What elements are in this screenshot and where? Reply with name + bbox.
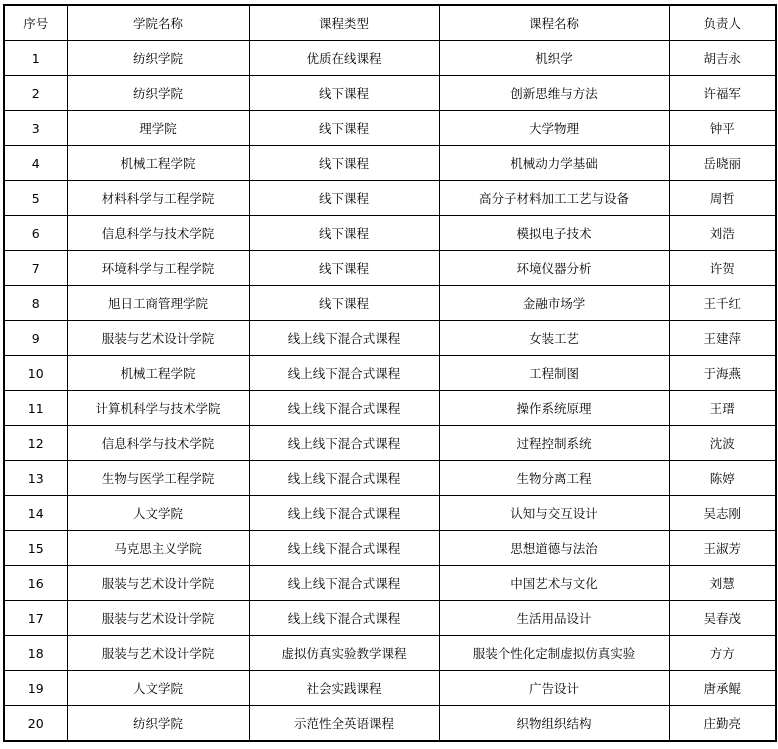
cell-leader: 岳晓丽 [669,146,776,181]
cell-course-name: 服装个性化定制虚拟仿真实验 [439,636,669,671]
cell-college: 马克思主义学院 [67,531,249,566]
table-row [4,426,776,461]
table-row [4,531,776,566]
cell-leader: 许福军 [669,76,776,111]
cell-leader: 胡吉永 [669,41,776,76]
cell-course-name: 工程制图 [439,356,669,391]
cell-course-type: 线下课程 [249,146,439,181]
cell-course-type: 线上线下混合式课程 [249,461,439,496]
cell-course-name: 机械动力学基础 [439,146,669,181]
cell-no: 14 [4,496,67,531]
cell-college: 机械工程学院 [67,146,249,181]
cell-course-type: 线下课程 [249,181,439,216]
table-row [4,146,776,181]
cell-no: 5 [4,181,67,216]
cell-no: 8 [4,286,67,321]
cell-leader: 王建萍 [669,321,776,356]
cell-course-name: 过程控制系统 [439,426,669,461]
cell-college: 纺织学院 [67,41,249,76]
cell-no: 13 [4,461,67,496]
cell-leader: 王淑芳 [669,531,776,566]
cell-leader: 许贺 [669,251,776,286]
cell-course-type: 线下课程 [249,216,439,251]
cell-leader: 陈婷 [669,461,776,496]
cell-college: 信息科学与技术学院 [67,426,249,461]
course-table [3,4,777,742]
cell-course-name: 机织学 [439,41,669,76]
cell-no: 3 [4,111,67,146]
cell-course-name: 大学物理 [439,111,669,146]
cell-leader: 王瑨 [669,391,776,426]
cell-course-type: 优质在线课程 [249,41,439,76]
cell-no: 18 [4,636,67,671]
cell-leader: 方方 [669,636,776,671]
table-row [4,496,776,531]
cell-course-type: 线下课程 [249,286,439,321]
cell-course-name: 高分子材料加工工艺与设备 [439,181,669,216]
cell-leader: 王千红 [669,286,776,321]
table-row [4,111,776,146]
table-row [4,181,776,216]
cell-no: 20 [4,706,67,742]
header-cell-course-type: 课程类型 [249,5,439,41]
table-header [4,5,776,41]
cell-college: 人文学院 [67,671,249,706]
cell-college: 计算机科学与技术学院 [67,391,249,426]
cell-course-name: 中国艺术与文化 [439,566,669,601]
cell-college: 人文学院 [67,496,249,531]
cell-no: 16 [4,566,67,601]
cell-course-name: 生活用品设计 [439,601,669,636]
cell-course-name: 操作系统原理 [439,391,669,426]
cell-course-name: 织物组织结构 [439,706,669,742]
cell-course-type: 线上线下混合式课程 [249,426,439,461]
cell-leader: 于海燕 [669,356,776,391]
cell-leader: 周哲 [669,181,776,216]
cell-leader: 沈波 [669,426,776,461]
header-cell-no: 序号 [4,5,67,41]
cell-no: 19 [4,671,67,706]
cell-college: 服装与艺术设计学院 [67,321,249,356]
cell-leader: 庄勤亮 [669,706,776,742]
table-row [4,601,776,636]
table-row [4,671,776,706]
table-row [4,286,776,321]
cell-course-type: 线上线下混合式课程 [249,566,439,601]
cell-course-name: 生物分离工程 [439,461,669,496]
cell-course-type: 线下课程 [249,76,439,111]
cell-course-type: 线上线下混合式课程 [249,356,439,391]
cell-no: 9 [4,321,67,356]
cell-leader: 吴春茂 [669,601,776,636]
table-row [4,566,776,601]
cell-college: 服装与艺术设计学院 [67,636,249,671]
header-cell-course-name: 课程名称 [439,5,669,41]
table-row [4,706,776,742]
cell-course-type: 线下课程 [249,111,439,146]
table-body [4,41,776,742]
cell-college: 环境科学与工程学院 [67,251,249,286]
cell-college: 生物与医学工程学院 [67,461,249,496]
cell-course-name: 环境仪器分析 [439,251,669,286]
cell-course-name: 创新思维与方法 [439,76,669,111]
table-row [4,76,776,111]
cell-leader: 吴志刚 [669,496,776,531]
cell-course-type: 线上线下混合式课程 [249,391,439,426]
cell-college: 理学院 [67,111,249,146]
cell-course-type: 虚拟仿真实验教学课程 [249,636,439,671]
cell-college: 机械工程学院 [67,356,249,391]
table-row [4,321,776,356]
cell-no: 12 [4,426,67,461]
cell-no: 15 [4,531,67,566]
cell-course-name: 广告设计 [439,671,669,706]
cell-course-type: 线上线下混合式课程 [249,496,439,531]
table-row [4,461,776,496]
header-row [4,5,776,41]
cell-college: 旭日工商管理学院 [67,286,249,321]
cell-course-name: 女装工艺 [439,321,669,356]
cell-college: 纺织学院 [67,76,249,111]
cell-college: 材料科学与工程学院 [67,181,249,216]
cell-no: 4 [4,146,67,181]
cell-no: 11 [4,391,67,426]
cell-course-type: 示范性全英语课程 [249,706,439,742]
cell-course-name: 思想道德与法治 [439,531,669,566]
cell-course-type: 线上线下混合式课程 [249,531,439,566]
cell-no: 6 [4,216,67,251]
cell-college: 服装与艺术设计学院 [67,566,249,601]
cell-no: 1 [4,41,67,76]
cell-course-type: 社会实践课程 [249,671,439,706]
header-cell-college: 学院名称 [67,5,249,41]
table-row [4,41,776,76]
table-row [4,391,776,426]
cell-course-name: 模拟电子技术 [439,216,669,251]
cell-college: 纺织学院 [67,706,249,742]
table-row [4,356,776,391]
cell-leader: 钟平 [669,111,776,146]
header-cell-leader: 负责人 [669,5,776,41]
cell-course-name: 金融市场学 [439,286,669,321]
cell-no: 2 [4,76,67,111]
table-row [4,251,776,286]
cell-no: 7 [4,251,67,286]
table-row [4,216,776,251]
cell-leader: 唐承鲲 [669,671,776,706]
cell-college: 服装与艺术设计学院 [67,601,249,636]
table-row [4,636,776,671]
cell-course-type: 线上线下混合式课程 [249,321,439,356]
cell-course-type: 线下课程 [249,251,439,286]
cell-course-type: 线上线下混合式课程 [249,601,439,636]
cell-no: 10 [4,356,67,391]
cell-course-name: 认知与交互设计 [439,496,669,531]
cell-leader: 刘浩 [669,216,776,251]
cell-leader: 刘慧 [669,566,776,601]
cell-no: 17 [4,601,67,636]
cell-college: 信息科学与技术学院 [67,216,249,251]
